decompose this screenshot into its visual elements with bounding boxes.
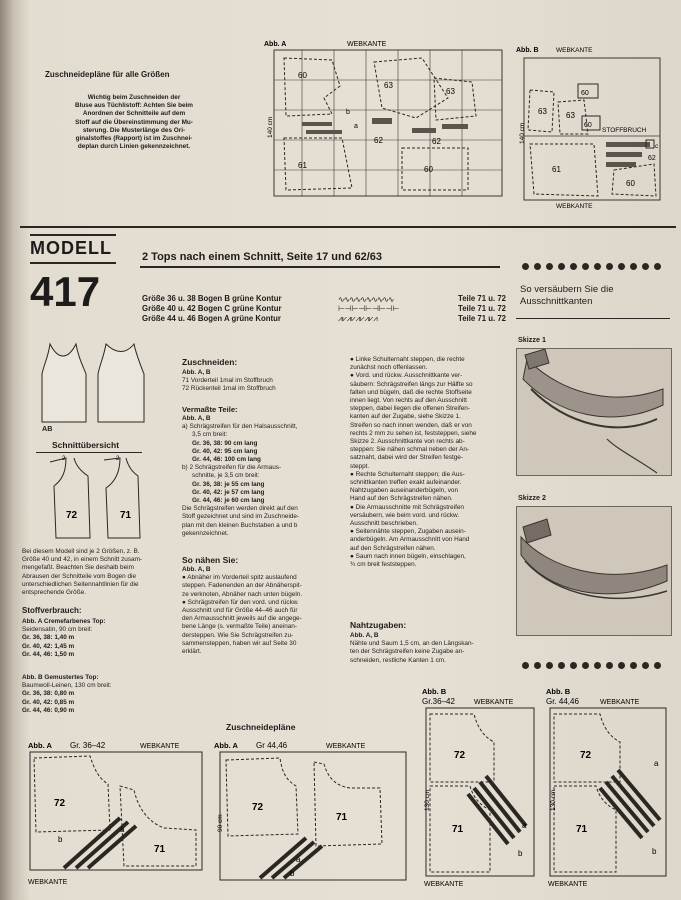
page-title: 2 Tops nach einem Schnitt, Seite 17 und 62/63 <box>142 251 383 263</box>
skizze2-label: Skizze 2 <box>518 493 546 502</box>
size-row <box>142 294 506 304</box>
piece-label: 60 <box>298 71 307 80</box>
plan-size-label: Gr.36–42 <box>422 697 455 706</box>
text-line: mengefaßt. Beachten Sie deshalb beim <box>22 564 134 572</box>
piece-letter: c <box>655 143 659 150</box>
piece-72: 72 <box>66 510 78 521</box>
piece-letter: a <box>654 759 659 768</box>
contour-wave: ∿∿∿∿∿∿∿∿∿∿ <box>338 295 394 304</box>
text-line: Gr. 44, 46: 1,50 m <box>22 650 75 658</box>
piece-71: 71 <box>576 824 588 835</box>
plan-size-label: Gr 44,46 <box>256 741 288 750</box>
plan-cm-label: 140 cm <box>519 122 526 144</box>
text-line: ze verknoten, Abnäher nach unten bügeln. <box>182 590 303 598</box>
bottom-plan-1 <box>24 738 210 888</box>
steps-text <box>350 356 508 569</box>
text-line: ● Schrägstreifen für den vord. und rückw. <box>182 598 299 606</box>
text-line: zunächst noch offenlassen. <box>350 364 428 372</box>
contour-dash: ⊢⊣⊢⊣⊢⊣⊢⊣⊢ <box>338 304 400 313</box>
text-line: Stoff gezeichnet und sind im Zuschneide- <box>182 513 300 521</box>
brand-label: MODELL <box>30 238 112 258</box>
zugaben-text <box>350 632 510 665</box>
text-line: Nähte und Saum 1,5 cm, an den Längskan- <box>350 640 474 648</box>
text-line: Größe 40 und 42, in einem Schnitt zusam- <box>22 556 143 564</box>
zugaben-title: Nahtzugaben: <box>350 620 407 630</box>
text-line: anderbügeln. Am Armausschnitt von Hand <box>350 536 470 544</box>
plan-webkante-label: WEBKANTE <box>556 47 593 54</box>
size-text: Größe 44 u. 46 Bogen A grüne Kontur <box>142 314 281 323</box>
plan-abb-label: Abb. B <box>546 687 571 696</box>
plan-abb-label: Abb. A <box>28 741 52 750</box>
text-line: ● Seitennähte steppen, Zugaben ausein- <box>350 528 466 536</box>
text-line: steppen, dabei liegen die offenen Streifen- <box>350 405 470 413</box>
text-line: Nahtzugaben auseinanderbügeln, von <box>350 487 459 495</box>
text-line: satznaht, dabei wird der Streifen festge- <box>350 454 463 462</box>
plan-stoffbruch-label: STOFFBRUCH <box>602 127 647 134</box>
plan-size-label: Gr. 36–42 <box>70 741 106 750</box>
piece-letter: b <box>58 835 63 844</box>
text-line: Seidensatin, 90 cm breit: <box>22 626 93 634</box>
title-rule <box>140 266 500 268</box>
piece-letter: b <box>518 849 523 858</box>
bottom-plan-2 <box>210 738 410 888</box>
text-line: Skizze 2. Ausschnittkante von rechts ab- <box>350 438 465 446</box>
top-heading: Zuschneidepläne für alle Größen <box>45 70 170 79</box>
plan-webkante-label: WEBKANTE <box>347 41 387 48</box>
piece-label: 61 <box>298 161 307 170</box>
piece-71: 71 <box>154 844 166 855</box>
piece-label: 60 <box>626 179 635 188</box>
top-cutting-plan-b <box>514 44 664 210</box>
text-line: Gr. 40, 42: 0,85 m <box>22 698 75 706</box>
top-cutting-plan-a <box>262 38 506 206</box>
size-row <box>142 314 506 324</box>
note-line: Bluse aus Tüchlistoff: Achten Sie beim <box>74 102 193 110</box>
text-line: versäubern, wie beim vord. und rückw. <box>350 511 460 519</box>
size-text: Größe 40 u. 42 Bogen C grüne Kontur <box>142 304 282 313</box>
zuschneiden-title: Zuschneiden: <box>182 357 238 367</box>
naehen-text <box>182 566 342 656</box>
piece-72: 72 <box>54 798 66 809</box>
piece-71: 71 <box>120 510 132 521</box>
text-line: Die Schrägstreifen werden direkt auf den <box>182 505 298 513</box>
text-line: unterschiedlichen Seitennahtlinien für die <box>22 580 139 588</box>
stoff-a <box>22 618 172 659</box>
text-line: Abb. A, B <box>182 415 211 422</box>
naehen-title: So nähen Sie: <box>182 555 239 565</box>
section-divider <box>20 226 676 228</box>
text-line: Gr. 44, 46: 100 cm lang <box>192 456 261 464</box>
text-line: Abb. A, B <box>182 369 211 376</box>
top-note <box>48 94 220 151</box>
text-line: Abb. A, B <box>350 632 379 639</box>
text-line: sammensteppen, haben wir auf Seite 30 <box>182 639 297 647</box>
vermasste-title: Vermaßte Teile: <box>182 405 238 414</box>
text-line: ● Die Armausschnitte mit Schrägstreifen <box>350 503 464 511</box>
text-line: säubern: Schrägstreifen längs zur Hälfte so <box>350 380 473 388</box>
text-line: Ausschnittkanten <box>520 296 593 307</box>
note-line: sterung. Die Musterlänge des Ori- <box>82 126 186 134</box>
skizze1-label: Skizze 1 <box>518 335 546 344</box>
intro-text <box>22 548 172 597</box>
ab-label: AB <box>42 424 53 433</box>
teile-text: Teile 71 u. 72 <box>458 304 506 313</box>
text-line: ten der Schrägstreifen keine Zugabe an- <box>350 648 465 656</box>
text-line: kanten auf der Zugabe, siehe Skizze 1. <box>350 413 461 421</box>
size-text: Größe 36 u. 38 Bogen B grüne Kontur <box>142 294 282 303</box>
piece-label: 62 <box>432 137 441 146</box>
piece-letter: a <box>120 825 125 834</box>
text-line: plan mit den kleinen Buchstaben a und b <box>182 521 298 529</box>
text-line: a) Schrägstreifen für den Halsausschnitt, <box>182 423 298 431</box>
text-line: innen liegt. Von rechts auf den Ausschnitt <box>350 397 467 405</box>
text-line: schnitte, je 3,5 cm breit: <box>192 472 260 480</box>
piece-71: 71 <box>336 812 348 823</box>
marker-2: 2 <box>116 456 120 462</box>
teile-text: Teile 71 u. 72 <box>458 314 506 323</box>
text-line: ¾ cm breit feststeppen. <box>350 561 417 569</box>
brand-rule <box>30 262 116 264</box>
text-line: ● Saum nach innen bügeln, einschlagen, <box>350 552 466 560</box>
plan-webkante-label: WEBKANTE <box>474 699 514 706</box>
text-line: falten und bügeln, daß die rechte Stoffseite <box>350 388 472 396</box>
text-line: Abb. B Gemustertes Top: <box>22 674 99 681</box>
piece-letter: a <box>296 855 301 864</box>
teile-text: Teile 71 u. 72 <box>458 294 506 303</box>
size-row <box>142 304 506 314</box>
text-line: ● Rechte Schulternaht steppen; die Aus- <box>350 470 465 478</box>
piece-71: 71 <box>452 824 464 835</box>
text-line: Gr. 36, 38: je 55 cm lang <box>192 480 265 488</box>
piece-label: 61 <box>552 165 561 174</box>
piece-label: 62 <box>648 155 656 162</box>
text-line: entsprechende Größe. <box>22 589 86 597</box>
piece-label: 63 <box>538 107 547 116</box>
text-line: Abb. A, B <box>182 566 211 573</box>
text-line: Ausschnitt beschrieben. <box>350 520 418 528</box>
bottom-plan-3 <box>414 686 538 890</box>
size-table <box>142 294 506 324</box>
piece-label: 60 <box>424 165 433 174</box>
text-line: Gr. 44, 46: je 60 cm lang <box>192 497 265 505</box>
plan-cm-label: 140 cm <box>267 116 274 138</box>
text-line: Gr. 40, 42: je 57 cm lang <box>192 488 265 496</box>
text-line: steppen. Fadenenden an der Abnäherspit- <box>182 582 302 590</box>
note-line: Anordnen der Schnitteile auf dem <box>82 110 186 118</box>
text-line: Gr. 40, 42: 95 cm lang <box>192 447 258 455</box>
text-line: Gr. 36, 38: 1,40 m <box>22 634 75 642</box>
text-line: Ausschnitt und für Größe 44–46 auch für <box>182 607 298 615</box>
plan-cm-label: 130 cm <box>550 789 557 811</box>
note-line: Wichtig beim Zuschneiden der <box>87 94 181 101</box>
vermasste-text <box>182 415 342 538</box>
text-line: Abrausen der Schnitteile vom Bogen die <box>22 572 137 580</box>
stoff-title: Stoffverbrauch: <box>22 606 82 615</box>
piece-letter: b <box>290 869 295 878</box>
text-line: Baumwoll-Leinen, 130 cm breit: <box>22 682 112 690</box>
text-line: ● Abnäher im Vorderteil spitz auslaufend <box>182 574 297 582</box>
text-line: 72 Rückenteil 1mal im Stoffbruch <box>182 385 276 393</box>
text-line: Gr. 36, 38: 90 cm lang <box>192 439 258 447</box>
piece-label: 60 <box>584 122 592 129</box>
piece-letter: a <box>522 821 527 830</box>
plan-webkante-label: WEBKANTE <box>326 743 366 750</box>
skizze2-illustration <box>516 506 672 636</box>
text-line: Gr. 40, 42: 1,45 m <box>22 642 75 650</box>
schnitt-rule <box>36 452 142 453</box>
piece-letter: b <box>346 109 350 116</box>
piece-label: 60 <box>581 90 589 97</box>
text-line: steppt. <box>350 462 370 470</box>
piece-label: 62 <box>374 136 383 145</box>
bottom-plan-4 <box>540 686 670 890</box>
stoff-b <box>22 674 172 715</box>
bottom-heading: Zuschneidepläne <box>226 722 296 732</box>
dot-row <box>522 656 666 674</box>
pattern-overview <box>40 454 150 540</box>
text-line: Hand auf den Schrägstreifen nähen. <box>350 495 453 503</box>
piece-72: 72 <box>454 750 466 761</box>
text-line: Gr. 36, 38: 0,80 m <box>22 690 75 698</box>
text-line: ● Linke Schulternaht steppen, die rechte <box>350 356 465 363</box>
text-line: den Armausschnitt jeweils auf die angege- <box>182 615 302 623</box>
plan-webkante-label: WEBKANTE <box>556 203 593 210</box>
text-line: 3,5 cm breit: <box>192 431 228 439</box>
piece-letter: b <box>652 847 657 856</box>
text-line: auf den Schrägstreifen nähen. <box>350 544 436 552</box>
plan-abb-label: Abb. A <box>214 741 238 750</box>
piece-letter: a <box>354 123 358 130</box>
plan-abb-label: Abb. B <box>516 47 539 54</box>
note-line: ginalstoffes (Rapport) ist im Zuschnei- <box>75 135 193 143</box>
text-line: Abb. A Cremefarbenes Top: <box>22 618 106 625</box>
right-title <box>520 284 613 308</box>
top-illustration <box>36 340 156 428</box>
plan-cm-label: 90 cm <box>217 814 224 832</box>
text-line: Bei diesem Modell sind je 2 Größen, z. B. <box>22 548 140 555</box>
plan-cm-label: 130 cm <box>424 789 431 811</box>
text-line: ● Vord. und rückw. Ausschnittkante ver- <box>350 372 463 380</box>
contour-zigzag: ⩘⩗⩘⩗⩘⩗⩘⩗⩘ <box>338 314 378 323</box>
text-line: Gr. 44, 46: 0,90 m <box>22 706 75 714</box>
text-line: gekennzeichnet. <box>182 529 229 537</box>
piece-label: 63 <box>566 111 575 120</box>
plan-size-label: Gr. 44,46 <box>546 697 579 706</box>
piece-72: 72 <box>580 750 592 761</box>
plan-webkante-label: WEBKANTE <box>424 881 464 888</box>
plan-webkante-label: WEBKANTE <box>140 743 180 750</box>
right-rule <box>516 318 670 319</box>
piece-label: 63 <box>384 81 393 90</box>
brand-rule <box>30 234 116 236</box>
piece-label: 63 <box>446 87 455 96</box>
model-number: 417 <box>30 268 101 315</box>
skizze1-illustration <box>516 348 672 476</box>
text-line: rechts 2 mm zu sehen ist, feststeppen, siehe <box>350 429 477 437</box>
text-line: 71 Vorderteil 1mal im Stoffbruch <box>182 377 273 385</box>
text-line: b) 2 Schrägstreifen für die Armaus- <box>182 464 282 472</box>
note-line: Stoff auf die Übereinstimmung der Mu- <box>75 118 193 126</box>
plan-webkante-label: WEBKANTE <box>28 879 68 886</box>
plan-webkante-label: WEBKANTE <box>600 699 640 706</box>
plan-abb-label: Abb. B <box>422 687 447 696</box>
zuschneiden-text <box>182 369 340 394</box>
dot-row <box>522 257 666 275</box>
piece-72: 72 <box>252 802 264 813</box>
note-line: deplan durch Linien gekennzeichnet. <box>77 143 191 151</box>
text-line: schneiden, restliche Kanten 1 cm. <box>350 656 446 664</box>
text-line: Streifen so nach innen wenden, daß er von <box>350 421 472 429</box>
text-line: erklärt. <box>182 648 202 656</box>
marker-2: 2 <box>62 456 66 462</box>
schnitt-title: Schnittübersicht <box>52 440 120 450</box>
text-line: steppen: Sie nähen schmal neben der An- <box>350 446 470 454</box>
text-line: dersteppen. Wie Sie Schrägstreifen zu- <box>182 631 294 639</box>
text-line: bene Länge (s. vermaßte Teile) aneinan- <box>182 623 297 631</box>
text-line: So versäubern Sie die <box>520 284 614 295</box>
plan-abb-label: Abb. A <box>264 41 287 48</box>
plan-webkante-label: WEBKANTE <box>548 881 588 888</box>
text-line: schnittkanten treffen exakt aufeinander. <box>350 479 462 487</box>
